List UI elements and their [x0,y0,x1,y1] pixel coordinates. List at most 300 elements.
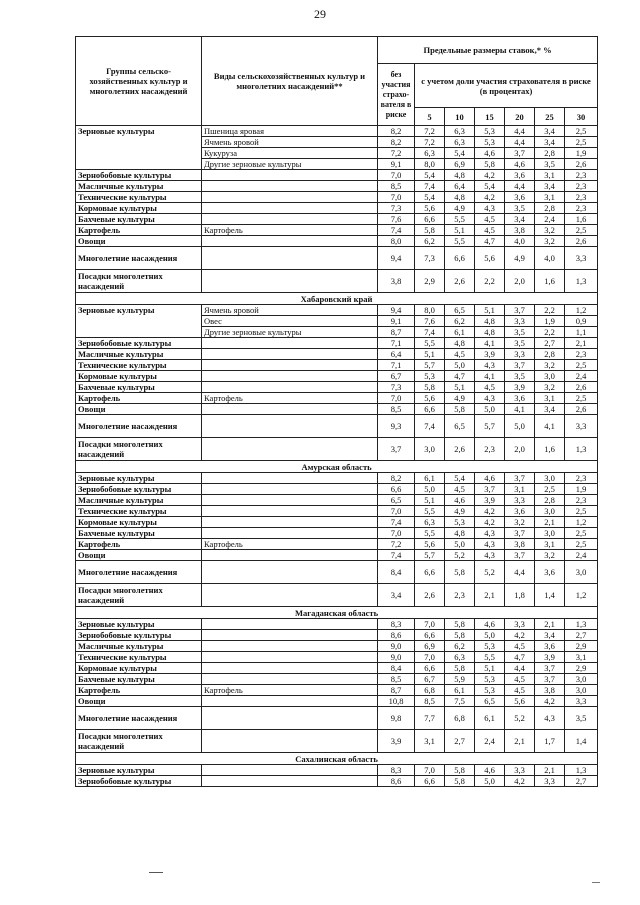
rate-without-participation-cell: 3,9 [378,730,415,753]
rate-share-cell: 2,7 [565,776,598,787]
crop-group-cell: Картофель [76,393,202,404]
rate-share-cell: 5,8 [415,382,445,393]
rate-share-cell: 5,1 [475,305,505,316]
rate-share-cell: 5,1 [475,663,505,674]
rate-share-cell: 3,4 [505,214,535,225]
rate-share-cell: 3,0 [535,473,565,484]
rate-share-cell: 7,4 [415,181,445,192]
table-row [76,126,598,137]
rate-share-cell: 4,4 [505,561,535,584]
crop-kind-cell [202,776,378,787]
table-row [76,484,598,495]
rate-share-cell: 2,5 [565,225,598,236]
rate-share-cell: 3,4 [535,630,565,641]
crop-kind-cell [202,484,378,495]
rate-without-participation-cell: 7,0 [378,170,415,181]
rate-share-cell: 3,5 [505,327,535,338]
rate-share-cell: 4,8 [445,192,475,203]
rate-share-cell: 2,9 [415,270,445,293]
rate-share-cell: 4,2 [505,776,535,787]
rate-without-participation-cell: 8,2 [378,473,415,484]
rate-share-cell: 2,9 [565,663,598,674]
crop-group-cell: Бахчевые культуры [76,674,202,685]
rate-share-cell: 4,2 [475,170,505,181]
crop-kind-cell [202,371,378,382]
table-row [76,203,598,214]
rate-share-cell: 2,5 [565,506,598,517]
rate-share-cell: 5,5 [445,214,475,225]
crop-group-cell: Бахчевые культуры [76,214,202,225]
crop-kind-cell: Кукуруза [202,148,378,159]
crop-kind-cell [202,619,378,630]
rate-without-participation-cell: 9,0 [378,641,415,652]
rate-share-cell: 8,0 [415,305,445,316]
rate-share-cell: 5,6 [475,247,505,270]
rate-without-participation-cell: 7,0 [378,506,415,517]
table-row [76,730,598,753]
table-row [76,561,598,584]
rate-without-participation-cell: 7,6 [378,214,415,225]
rate-share-cell: 3,7 [505,148,535,159]
rate-share-cell: 2,5 [565,528,598,539]
region-title: Магаданская область [76,607,598,619]
header-groups: Группы сельско-хозяйственных культур и многолетних насаждений [76,37,202,126]
rate-without-participation-cell: 7,0 [378,192,415,203]
crop-group-cell: Зерновые культуры [76,305,202,338]
rate-share-cell: 5,8 [445,776,475,787]
crop-kind-cell [202,674,378,685]
crop-kind-cell: Картофель [202,225,378,236]
rate-share-cell: 2,3 [565,495,598,506]
rate-without-participation-cell: 7,1 [378,360,415,371]
rate-share-cell: 6,3 [415,517,445,528]
rate-share-cell: 3,7 [505,473,535,484]
crop-kind-cell [202,652,378,663]
rate-share-cell: 6,6 [415,630,445,641]
table-row [76,776,598,787]
table-row [76,247,598,270]
rate-without-participation-cell: 8,5 [378,181,415,192]
rate-share-cell: 4,9 [445,506,475,517]
rate-share-cell: 3,0 [565,685,598,696]
crop-group-cell: Посадки многолетних насаждений [76,438,202,461]
rate-share-cell: 2,0 [505,270,535,293]
crop-kind-cell [202,495,378,506]
rate-without-participation-cell: 8,5 [378,404,415,415]
crop-kind-cell [202,181,378,192]
rate-without-participation-cell: 9,8 [378,707,415,730]
crop-kind-cell [202,404,378,415]
table-row [76,338,598,349]
table-row [76,305,598,316]
rate-share-cell: 6,7 [415,674,445,685]
rate-share-cell: 4,0 [505,236,535,247]
footer-mark [592,882,600,883]
rate-share-cell: 7,0 [415,652,445,663]
rate-share-cell: 3,1 [535,393,565,404]
table-row [76,170,598,181]
rate-share-cell: 4,5 [475,214,505,225]
rate-share-cell: 5,2 [475,561,505,584]
region-row [76,293,598,305]
table-row [76,630,598,641]
crop-group-cell: Масличные культуры [76,495,202,506]
rate-without-participation-cell: 7,1 [378,338,415,349]
rate-share-cell: 3,1 [565,652,598,663]
rate-share-cell: 4,3 [475,360,505,371]
rate-share-cell: 3,1 [535,170,565,181]
rate-share-cell: 5,5 [415,528,445,539]
rate-share-cell: 1,6 [565,214,598,225]
rate-share-cell: 3,0 [415,438,445,461]
rate-share-cell: 2,5 [565,137,598,148]
rate-share-cell: 6,1 [475,707,505,730]
rate-share-cell: 5,0 [475,630,505,641]
rate-without-participation-cell: 8,0 [378,236,415,247]
rate-share-cell: 3,5 [505,203,535,214]
rate-share-cell: 5,3 [445,517,475,528]
header-share-level: 20 [505,108,535,126]
table-row [76,225,598,236]
rate-share-cell: 4,8 [475,316,505,327]
rate-without-participation-cell: 8,7 [378,685,415,696]
crop-group-cell: Масличные культуры [76,349,202,360]
rate-share-cell: 3,7 [505,550,535,561]
rate-share-cell: 4,4 [505,181,535,192]
rate-share-cell: 5,8 [475,159,505,170]
rate-share-cell: 4,8 [475,327,505,338]
crop-group-cell: Технические культуры [76,506,202,517]
table-row [76,707,598,730]
rate-share-cell: 5,8 [445,619,475,630]
rate-share-cell: 5,0 [445,539,475,550]
crop-group-cell: Кормовые культуры [76,517,202,528]
rate-share-cell: 6,9 [415,641,445,652]
rate-without-participation-cell: 7,0 [378,393,415,404]
header-without-participation: без участия страхо-вателя в риске [378,64,415,126]
header-share-level: 30 [565,108,598,126]
rate-share-cell: 2,1 [505,730,535,753]
crop-kind-cell [202,730,378,753]
rate-share-cell: 3,4 [535,126,565,137]
rate-share-cell: 2,1 [475,584,505,607]
rate-share-cell: 6,4 [445,181,475,192]
rate-share-cell: 8,5 [415,696,445,707]
rate-share-cell: 6,2 [445,641,475,652]
crop-kind-cell: Картофель [202,685,378,696]
crop-group-cell: Зерновые культуры [76,765,202,776]
region-row [76,753,598,765]
rate-without-participation-cell: 7,0 [378,528,415,539]
rate-share-cell: 5,3 [475,641,505,652]
rate-share-cell: 4,2 [475,517,505,528]
table-row [76,696,598,707]
rate-share-cell: 4,2 [475,192,505,203]
rate-share-cell: 4,1 [505,404,535,415]
rate-without-participation-cell: 3,7 [378,438,415,461]
crop-group-cell: Многолетние насаждения [76,415,202,438]
rate-share-cell: 4,2 [475,506,505,517]
rate-share-cell: 1,4 [535,584,565,607]
rate-share-cell: 5,8 [445,404,475,415]
crop-kind-cell [202,696,378,707]
rate-share-cell: 2,3 [565,170,598,181]
rate-share-cell: 6,5 [445,305,475,316]
rate-share-cell: 3,7 [505,360,535,371]
rate-share-cell: 4,1 [535,415,565,438]
rate-share-cell: 3,1 [535,539,565,550]
rate-share-cell: 3,5 [535,159,565,170]
rate-without-participation-cell: 7,2 [378,148,415,159]
rate-share-cell: 4,2 [505,630,535,641]
rate-share-cell: 6,9 [445,159,475,170]
rate-without-participation-cell: 9,4 [378,247,415,270]
crop-kind-cell [202,270,378,293]
crop-kind-cell: Картофель [202,539,378,550]
rate-share-cell: 2,9 [565,641,598,652]
crop-group-cell: Картофель [76,685,202,696]
rate-share-cell: 7,7 [415,707,445,730]
rate-share-cell: 3,7 [535,663,565,674]
rate-share-cell: 5,1 [445,225,475,236]
rate-share-cell: 4,0 [535,247,565,270]
rate-share-cell: 6,3 [445,652,475,663]
table-row [76,192,598,203]
rate-share-cell: 5,7 [415,360,445,371]
rate-share-cell: 5,1 [415,495,445,506]
crop-kind-cell [202,203,378,214]
rate-share-cell: 3,6 [535,641,565,652]
rate-share-cell: 2,0 [505,438,535,461]
crop-group-cell: Зернобобовые культуры [76,776,202,787]
rate-share-cell: 6,2 [445,316,475,327]
crop-group-cell: Многолетние насаждения [76,561,202,584]
crop-group-cell: Зерновые культуры [76,473,202,484]
crop-group-cell: Кормовые культуры [76,203,202,214]
rate-without-participation-cell: 9,4 [378,305,415,316]
rate-share-cell: 4,3 [475,393,505,404]
rate-share-cell: 5,9 [445,674,475,685]
rate-share-cell: 5,5 [475,652,505,663]
table-row [76,371,598,382]
header-share-level: 10 [445,108,475,126]
rate-share-cell: 3,0 [535,528,565,539]
rate-share-cell: 5,8 [445,663,475,674]
rate-share-cell: 2,1 [535,619,565,630]
rate-share-cell: 5,4 [445,473,475,484]
rate-share-cell: 3,3 [565,696,598,707]
rate-share-cell: 6,3 [445,126,475,137]
rate-without-participation-cell: 7,4 [378,550,415,561]
crop-group-cell: Картофель [76,539,202,550]
crop-group-cell: Овощи [76,236,202,247]
crop-kind-cell [202,360,378,371]
crop-group-cell: Картофель [76,225,202,236]
rate-share-cell: 4,5 [445,484,475,495]
crop-group-cell: Бахчевые культуры [76,528,202,539]
rate-share-cell: 5,5 [445,236,475,247]
rate-share-cell: 1,2 [565,584,598,607]
crop-kind-cell [202,247,378,270]
crop-group-cell: Масличные культуры [76,641,202,652]
rate-share-cell: 0,9 [565,316,598,327]
rate-share-cell: 3,0 [565,674,598,685]
rate-share-cell: 2,3 [565,192,598,203]
crop-group-cell: Посадки многолетних насаждений [76,270,202,293]
rate-share-cell: 1,8 [505,584,535,607]
rate-share-cell: 2,4 [535,214,565,225]
rate-share-cell: 3,9 [535,652,565,663]
rate-share-cell: 5,8 [445,630,475,641]
rate-share-cell: 6,6 [415,663,445,674]
rate-share-cell: 4,1 [475,338,505,349]
rate-share-cell: 3,4 [535,181,565,192]
rate-share-cell: 7,5 [445,696,475,707]
table-row [76,765,598,776]
crop-group-cell: Зерновые культуры [76,126,202,170]
rate-share-cell: 2,3 [565,181,598,192]
rate-without-participation-cell: 6,6 [378,484,415,495]
rate-share-cell: 3,4 [535,404,565,415]
rate-share-cell: 5,8 [445,561,475,584]
rate-share-cell: 4,4 [505,137,535,148]
rate-share-cell: 5,3 [475,137,505,148]
rate-share-cell: 4,3 [475,528,505,539]
rate-without-participation-cell: 8,6 [378,776,415,787]
table-row [76,495,598,506]
rate-share-cell: 5,3 [475,685,505,696]
rate-share-cell: 2,8 [535,495,565,506]
table-row [76,619,598,630]
rate-share-cell: 2,7 [535,338,565,349]
rate-share-cell: 6,2 [415,236,445,247]
crop-kind-cell [202,765,378,776]
rate-share-cell: 6,6 [415,404,445,415]
table-row [76,404,598,415]
rate-share-cell: 5,6 [415,203,445,214]
crop-kind-cell: Ячмень яровой [202,137,378,148]
rate-share-cell: 6,6 [415,776,445,787]
rate-share-cell: 3,3 [505,349,535,360]
header-share-level: 5 [415,108,445,126]
rate-share-cell: 3,2 [505,517,535,528]
crop-kind-cell: Другие зерновые культуры [202,327,378,338]
crop-kind-cell [202,550,378,561]
rate-share-cell: 4,6 [505,159,535,170]
crop-group-cell: Технические культуры [76,192,202,203]
crop-group-cell: Масличные культуры [76,181,202,192]
rate-share-cell: 3,5 [505,338,535,349]
rate-without-participation-cell: 8,3 [378,619,415,630]
rate-share-cell: 3,3 [505,316,535,327]
rate-share-cell: 3,1 [415,730,445,753]
rate-share-cell: 3,2 [535,360,565,371]
rate-share-cell: 1,3 [565,765,598,776]
table-row [76,528,598,539]
rate-share-cell: 2,1 [535,765,565,776]
footer-mark [149,872,163,873]
crop-group-cell: Зернобобовые культуры [76,484,202,495]
rate-without-participation-cell: 8,4 [378,561,415,584]
rate-share-cell: 7,4 [415,415,445,438]
region-row [76,607,598,619]
table-row [76,641,598,652]
rate-share-cell: 3,3 [505,619,535,630]
rate-share-cell: 5,8 [415,225,445,236]
rate-share-cell: 2,6 [565,236,598,247]
rate-share-cell: 6,1 [415,473,445,484]
rate-share-cell: 2,3 [445,584,475,607]
rate-share-cell: 2,3 [565,473,598,484]
rate-share-cell: 3,7 [535,674,565,685]
rate-share-cell: 1,3 [565,438,598,461]
header-share-level: 15 [475,108,505,126]
crop-kind-cell [202,561,378,584]
rate-share-cell: 5,4 [415,170,445,181]
rate-share-cell: 5,2 [505,707,535,730]
header-kinds: Виды сельскохозяйственных культур и многолетних насаждений** [202,37,378,126]
rate-share-cell: 2,5 [565,393,598,404]
rate-without-participation-cell: 8,3 [378,765,415,776]
crop-group-cell: Зернобобовые культуры [76,170,202,181]
rate-share-cell: 3,2 [535,225,565,236]
rate-without-participation-cell: 7,3 [378,203,415,214]
rate-share-cell: 1,2 [565,517,598,528]
rate-share-cell: 2,6 [565,382,598,393]
rate-share-cell: 7,2 [415,126,445,137]
rate-share-cell: 2,4 [475,730,505,753]
rate-share-cell: 3,0 [535,371,565,382]
rate-share-cell: 2,4 [565,550,598,561]
crop-kind-cell [202,382,378,393]
rate-share-cell: 5,4 [475,181,505,192]
rate-share-cell: 1,3 [565,270,598,293]
table-row [76,270,598,293]
rate-share-cell: 3,3 [505,495,535,506]
rate-share-cell: 5,7 [475,415,505,438]
rate-share-cell: 2,8 [535,148,565,159]
table-row [76,382,598,393]
crop-kind-cell [202,584,378,607]
crop-group-cell: Посадки многолетних насаждений [76,730,202,753]
rate-share-cell: 1,1 [565,327,598,338]
crop-group-cell: Овощи [76,550,202,561]
crop-group-cell: Технические культуры [76,360,202,371]
crop-kind-cell [202,214,378,225]
rate-share-cell: 4,2 [535,696,565,707]
rate-share-cell: 8,0 [415,159,445,170]
region-row [76,461,598,473]
rate-share-cell: 5,2 [445,550,475,561]
rate-share-cell: 6,5 [445,415,475,438]
rate-share-cell: 6,1 [445,685,475,696]
rate-share-cell: 3,7 [505,528,535,539]
rate-without-participation-cell: 8,4 [378,663,415,674]
rate-share-cell: 4,3 [535,707,565,730]
rate-share-cell: 2,5 [565,539,598,550]
crop-kind-cell [202,630,378,641]
crop-kind-cell: Овес [202,316,378,327]
region-title: Сахалинская область [76,753,598,765]
crop-kind-cell [202,170,378,181]
rate-without-participation-cell: 9,1 [378,159,415,170]
rate-share-cell: 5,6 [415,539,445,550]
rate-share-cell: 5,4 [445,148,475,159]
rate-share-cell: 5,3 [415,371,445,382]
table-row [76,349,598,360]
rate-share-cell: 5,0 [505,415,535,438]
crop-group-cell: Зернобобовые культуры [76,338,202,349]
